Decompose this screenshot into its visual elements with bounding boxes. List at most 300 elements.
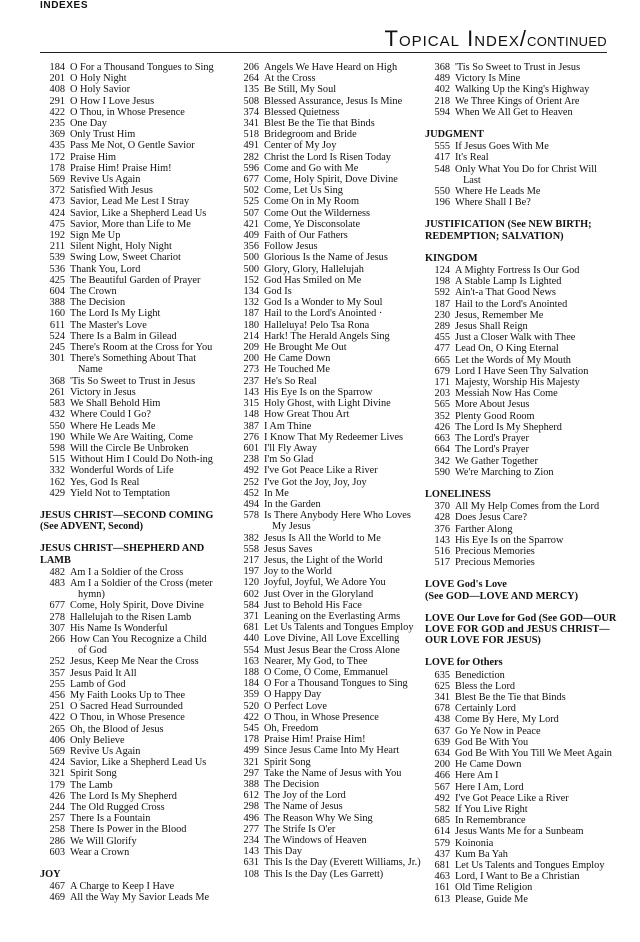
topic-heading-text: LOVE for Others	[425, 657, 503, 669]
hymn-title: Joyful, Joyful, We Adore You	[264, 577, 386, 589]
topic-heading	[425, 613, 617, 647]
hymn-title: I'm So Glad	[264, 454, 314, 466]
hymn-number: 408	[49, 84, 65, 96]
index-entry	[40, 477, 215, 488]
index-entry	[40, 342, 215, 353]
hymn-number: 613	[434, 893, 450, 905]
index-column-1	[40, 62, 215, 904]
topic-heading	[425, 657, 617, 668]
hymn-number: 124	[434, 265, 450, 277]
hymn-number: 388	[49, 297, 65, 309]
index-entry	[40, 432, 215, 443]
hymn-title: He's So Real	[264, 375, 317, 387]
hymn-title: Hail to the Lord's Anointed	[455, 298, 568, 310]
hymn-title: The Crown	[70, 286, 117, 298]
index-entry	[425, 164, 617, 186]
hymn-number: 554	[243, 644, 259, 656]
hymn-number: 178	[243, 734, 259, 746]
hymn-number: 579	[434, 837, 450, 849]
hymn-title: Jesus Is All the World to Me	[264, 532, 381, 544]
index-entry	[234, 421, 422, 432]
index-entry	[425, 186, 617, 197]
hymn-title: O For a Thousand Tongues to Sing	[264, 678, 408, 690]
hymn-title: The Lord Is My Shepherd	[70, 790, 177, 802]
hymn-title: We Shall Behold Him	[70, 398, 161, 410]
hymn-number: 681	[434, 860, 450, 871]
hymn-number: 108	[243, 868, 259, 880]
hymn-title: Koinonia	[455, 837, 494, 849]
index-entry	[40, 824, 215, 835]
hymn-number: 677	[243, 174, 259, 186]
hymn-title: Praise Him	[70, 151, 117, 163]
hymn-number: 437	[434, 848, 450, 860]
index-entry	[234, 62, 422, 73]
hymn-number: 160	[49, 308, 65, 320]
hymn-number: 214	[243, 330, 259, 342]
hymn-number: 368	[49, 375, 65, 387]
hymn-title: O How I Love Jesus	[70, 95, 155, 107]
hymn-number: 368	[434, 62, 450, 73]
hymn-title: How Can You Recognize a Child of God	[70, 633, 207, 657]
hymn-title: This Is the Day (Les Garrett)	[264, 868, 384, 880]
index-entry	[234, 857, 422, 868]
hymn-title: There Is a Balm in Gilead	[70, 330, 177, 342]
hymn-title: God Be With You	[455, 736, 529, 748]
hymn-title: Just Over in the Gloryland	[264, 588, 374, 600]
hymn-title: In Remembrance	[455, 815, 526, 827]
hymn-number: 291	[49, 95, 65, 107]
hymn-number: 132	[243, 297, 259, 309]
index-entry	[40, 286, 215, 297]
hymn-number: 282	[243, 151, 259, 163]
hymn-title: Only Believe	[70, 734, 125, 746]
index-entry	[425, 737, 617, 748]
hymn-number: 467	[49, 881, 65, 893]
hymn-number: 438	[434, 714, 450, 726]
hymn-title: Without Him I Could Do Noth-ing	[70, 454, 213, 466]
page-title: Topical Index/CONTINUED	[384, 26, 607, 51]
hymn-number: 297	[243, 767, 259, 779]
hymn-number: 592	[434, 287, 450, 299]
hymn-title: Come, Ye Disconsolate	[264, 218, 361, 230]
topic-heading-text: JUSTIFICATION (See NEW BIRTH; REDEMPTION; SALVATION)	[425, 219, 592, 242]
hymn-number: 550	[49, 420, 65, 432]
hymn-title: O Holy Savior	[70, 84, 131, 96]
hymn-title: A Stable Lamp Is Lighted	[455, 276, 562, 288]
hymn-number: 539	[49, 252, 65, 264]
hymn-number: 678	[434, 703, 450, 715]
hymn-number: 406	[49, 734, 65, 746]
hymn-number: 180	[243, 319, 259, 331]
index-entry	[40, 701, 215, 712]
hymn-title: Let the Words of My Mouth	[455, 354, 571, 366]
index-entry	[234, 745, 422, 756]
hymn-number: 135	[243, 84, 259, 96]
hymn-number: 143	[434, 534, 450, 546]
index-entry	[40, 376, 215, 387]
hymn-title: His Eye Is on the Sparrow	[264, 386, 373, 398]
index-entry	[234, 712, 422, 723]
hymn-title: The Beautiful Garden of Prayer	[70, 274, 201, 286]
hymn-title: How Great Thou Art	[264, 409, 350, 421]
hymn-title: Just to Behold His Face	[264, 599, 362, 611]
hymn-title: Take the Name of Jesus with You	[264, 767, 402, 779]
hymn-number: 252	[49, 656, 65, 668]
hymn-number: 356	[243, 241, 259, 253]
index-entry	[234, 163, 422, 174]
hymn-title: All the Way My Savior Leads Me	[70, 892, 210, 904]
index-entry	[425, 759, 617, 770]
hymn-title: Holy Ghost, with Light Divine	[264, 398, 391, 410]
index-entry	[425, 782, 617, 793]
index-entry	[234, 185, 422, 196]
index-entry	[40, 679, 215, 690]
index-entry	[40, 791, 215, 802]
index-entry	[40, 757, 215, 768]
index-entry	[40, 118, 215, 129]
hymn-title: When We All Get to Heaven	[455, 106, 573, 118]
index-entry	[234, 533, 422, 544]
hymn-title: The Lord Is My Light	[70, 308, 161, 320]
hymn-number: 172	[49, 151, 65, 163]
index-entry	[40, 488, 215, 499]
topic-heading	[425, 219, 617, 241]
index-entry	[425, 793, 617, 804]
index-entry	[40, 780, 215, 791]
index-entry	[425, 332, 617, 343]
index-entry	[234, 499, 422, 510]
hymn-title: Follow Jesus	[264, 241, 318, 253]
index-entry	[40, 308, 215, 319]
index-entry	[234, 701, 422, 712]
index-entry	[425, 894, 617, 905]
hymn-number: 578	[243, 510, 259, 522]
hymn-title: All My Help Comes from the Lord	[455, 501, 600, 513]
index-entry	[40, 768, 215, 779]
hymn-title: Lead On, O King Eternal	[455, 343, 559, 355]
index-entry	[40, 881, 215, 892]
index-entry	[425, 411, 617, 422]
index-entry	[40, 107, 215, 118]
index-entry	[234, 465, 422, 476]
hymn-number: 491	[243, 140, 259, 152]
hymn-number: 502	[243, 185, 259, 197]
index-entry	[40, 219, 215, 230]
index-entry	[234, 376, 422, 387]
index-entry	[425, 377, 617, 388]
hymn-title: A Mighty Fortress Is Our God	[455, 265, 580, 277]
hymn-number: 382	[243, 532, 259, 544]
hymn-number: 602	[243, 588, 259, 600]
index-entry	[234, 275, 422, 286]
hymn-title: Let Us Talents and Tongues Employ	[455, 860, 605, 871]
hymn-title: Hail to the Lord's Anointed ·	[264, 308, 383, 320]
index-entry	[40, 634, 215, 656]
index-entry	[40, 398, 215, 409]
hymn-number: 278	[49, 611, 65, 623]
index-entry	[234, 320, 422, 331]
hymn-number: 376	[434, 523, 450, 535]
hymn-title: He Came Down	[455, 759, 522, 771]
hymn-title: He Touched Me	[264, 364, 330, 376]
index-entry	[234, 297, 422, 308]
hymn-number: 179	[49, 779, 65, 791]
hymn-title: Revive Us Again	[70, 745, 141, 757]
index-entry	[425, 366, 617, 377]
hymn-title: If You Live Right	[455, 803, 528, 815]
hymn-number: 217	[243, 554, 259, 566]
hymn-title: He Came Down	[264, 353, 331, 365]
index-entry	[234, 723, 422, 734]
hymn-number: 421	[243, 218, 259, 230]
topic-heading-text: LONELINESS	[425, 488, 491, 500]
index-entry	[234, 140, 422, 151]
hymn-number: 567	[434, 781, 450, 793]
hymn-number: 230	[434, 309, 450, 321]
index-entry	[40, 196, 215, 207]
hymn-title: He Brought Me Out	[264, 342, 347, 354]
index-entry	[234, 118, 422, 129]
topic-heading	[425, 253, 617, 264]
hymn-title: Joy to the World	[264, 566, 332, 578]
index-entry	[40, 836, 215, 847]
hymn-number: 677	[49, 600, 65, 612]
hymn-number: 548	[434, 163, 450, 175]
hymn-number: 409	[243, 230, 259, 242]
hymn-title: We Three Kings of Orient Are	[455, 95, 580, 107]
hymn-number: 206	[243, 62, 259, 73]
index-entry	[234, 241, 422, 252]
hymn-title: O Sacred Head Surrounded	[70, 701, 183, 713]
hymn-number: 184	[49, 62, 65, 73]
hymn-title: Wonderful Words of Life	[70, 465, 174, 477]
index-entry	[234, 633, 422, 644]
hymn-number: 635	[434, 669, 450, 681]
index-entry	[234, 768, 422, 779]
index-entry	[234, 622, 422, 633]
hymn-title: Kum Ba Yah	[455, 848, 508, 860]
hymn-number: 258	[49, 824, 65, 836]
index-entry	[425, 152, 617, 163]
index-entry	[234, 286, 422, 297]
hymn-title: Come Out the Wilderness	[264, 207, 371, 219]
hymn-title: Certainly Lord	[455, 703, 516, 715]
hymn-number: 639	[434, 736, 450, 748]
hymn-number: 685	[434, 815, 450, 827]
hymn-number: 148	[243, 409, 259, 421]
topic-heading-text: JESUS CHRIST—SECOND COMING	[40, 509, 214, 521]
index-entry	[234, 252, 422, 263]
hymn-title: Yes, God Is Real	[70, 476, 140, 488]
hymn-title: Satisfied With Jesus	[70, 185, 153, 197]
hymn-number: 500	[243, 263, 259, 275]
index-entry	[234, 510, 422, 532]
hymn-title: Pass Me Not, O Gentle Savior	[70, 140, 195, 152]
topic-heading	[425, 489, 617, 500]
hymn-title: Please, Guide Me	[455, 893, 528, 905]
hymn-number: 402	[434, 84, 450, 96]
hymn-number: 482	[49, 566, 65, 578]
hymn-title: Must Jesus Bear the Cross Alone	[264, 644, 400, 656]
index-entry	[234, 308, 422, 319]
hymn-title: Savior, Lead Me Lest I Stray	[70, 196, 190, 208]
index-entry	[234, 757, 422, 768]
hymn-number: 525	[243, 196, 259, 208]
hymn-number: 198	[434, 276, 450, 288]
topic-heading	[40, 510, 215, 532]
index-entry	[425, 73, 617, 84]
index-entry	[40, 735, 215, 746]
hymn-title: Yield Not to Temptation	[70, 487, 171, 499]
hymn-title: Leaning on the Everlasting Arms	[264, 610, 401, 622]
index-entry	[425, 96, 617, 107]
hymn-title: Here Am I	[455, 770, 499, 782]
hymn-title: Lord, I Want to Be a Christian	[455, 871, 580, 883]
index-entry	[234, 84, 422, 95]
hymn-title: Praise Him! Praise Him!	[70, 162, 172, 174]
hymn-title: Bless the Lord	[455, 680, 516, 692]
index-entry	[234, 689, 422, 700]
topic-heading-see-also: (See GOD—LOVE AND MERCY)	[425, 590, 579, 602]
hymn-number: 371	[243, 610, 259, 622]
hymn-number: 321	[243, 756, 259, 768]
hymn-title: Victory Is Mine	[455, 73, 521, 85]
index-entry	[234, 353, 422, 364]
index-entry	[234, 656, 422, 667]
index-entry	[234, 846, 422, 857]
index-entry	[40, 421, 215, 432]
hymn-number: 603	[49, 846, 65, 858]
index-entry	[40, 668, 215, 679]
index-entry	[40, 612, 215, 623]
running-head: INDEXES	[40, 0, 89, 11]
index-entry	[40, 892, 215, 903]
hymn-number: 332	[49, 465, 65, 477]
hymn-number: 188	[243, 666, 259, 678]
hymn-number: 190	[49, 431, 65, 443]
hymn-title: Hallelujah to the Risen Lamb	[70, 611, 192, 623]
hymn-number: 601	[243, 442, 259, 454]
index-entry	[40, 96, 215, 107]
index-entry	[234, 443, 422, 454]
hymn-number: 218	[434, 95, 450, 107]
index-entry	[425, 310, 617, 321]
index-entry	[234, 645, 422, 656]
hymn-number: 244	[49, 802, 65, 813]
hymn-number: 475	[49, 218, 65, 230]
hymn-title: Am I a Soldier of the Cross	[70, 566, 184, 578]
hymn-title: Precious Memories	[455, 545, 535, 557]
hymn-number: 357	[49, 667, 65, 679]
hymn-title: The Name of Jesus	[264, 801, 343, 813]
index-entry	[40, 443, 215, 454]
index-entry	[40, 409, 215, 420]
index-entry	[40, 802, 215, 813]
hymn-title: O For a Thousand Tongues to Sing	[70, 62, 214, 73]
hymn-title: Where He Leads Me	[455, 186, 541, 198]
hymn-title: Walking Up the King's Highway	[455, 84, 590, 96]
hymn-number: 152	[243, 274, 259, 286]
hymn-title: Messiah Now Has Come	[455, 388, 558, 400]
index-entry	[425, 714, 617, 725]
hymn-number: 569	[49, 174, 65, 186]
hymn-number: 374	[243, 106, 259, 118]
hymn-title: Victory in Jesus	[70, 386, 136, 398]
hymn-number: 257	[49, 813, 65, 825]
hymn-number: 162	[49, 476, 65, 488]
index-entry	[234, 73, 422, 84]
index-entry	[40, 746, 215, 757]
hymn-title: Thank You, Lord	[70, 263, 141, 275]
index-entry	[425, 826, 617, 837]
hymn-title: God Has Smiled on Me	[264, 274, 362, 286]
hymn-number: 550	[434, 186, 450, 198]
hymn-number: 492	[434, 792, 450, 804]
index-entry	[234, 230, 422, 241]
hymn-number: 387	[243, 420, 259, 432]
index-entry	[234, 801, 422, 812]
hymn-number: 424	[49, 207, 65, 219]
index-entry	[40, 623, 215, 634]
hymn-title: Spirit Song	[70, 768, 117, 780]
index-entry	[425, 276, 617, 287]
index-entry	[234, 667, 422, 678]
hymn-title: I've Got Peace Like a River	[264, 465, 378, 477]
index-entry	[425, 444, 617, 455]
hymn-title: Where Shall I Be?	[455, 197, 531, 209]
index-entry	[40, 129, 215, 140]
index-entry	[234, 824, 422, 835]
index-entry	[234, 779, 422, 790]
hymn-title: O Happy Day	[264, 689, 322, 701]
hymn-title: While We Are Waiting, Come	[70, 431, 193, 443]
hymn-title: The Lord's Prayer	[455, 444, 529, 456]
index-entry	[425, 546, 617, 557]
hymn-title: Be Still, My Soul	[264, 84, 337, 96]
hymn-number: 134	[243, 286, 259, 298]
index-entry	[234, 196, 422, 207]
hymn-title: The Decision	[70, 297, 126, 309]
hymn-title: The Old Rugged Cross	[70, 802, 165, 813]
hymn-number: 426	[49, 790, 65, 802]
hymn-number: 266	[49, 633, 65, 645]
hymn-title: Jesus, the Light of the World	[264, 554, 383, 566]
index-entry	[425, 748, 617, 759]
hymn-number: 555	[434, 141, 450, 153]
hymn-number: 201	[49, 73, 65, 85]
index-entry	[425, 141, 617, 152]
hymn-number: 196	[434, 197, 450, 209]
index-entry	[40, 724, 215, 735]
index-entry	[40, 353, 215, 375]
hymn-number: 637	[434, 725, 450, 737]
hymn-number: 594	[434, 106, 450, 118]
hymn-number: 612	[243, 790, 259, 802]
hymn-title: O Holy Night	[70, 73, 127, 85]
hymn-number: 289	[434, 321, 450, 333]
hymn-number: 321	[49, 768, 65, 780]
index-entry	[234, 488, 422, 499]
index-entry	[425, 433, 617, 444]
hymn-number: 604	[49, 286, 65, 298]
hymn-title: Jesus Shall Reign	[455, 321, 528, 333]
index-entry	[40, 847, 215, 858]
topic-heading-text: KINGDOM	[425, 252, 478, 264]
hymn-number: 435	[49, 140, 65, 152]
hymn-number: 496	[243, 812, 259, 824]
hymn-title: Jesus Wants Me for a Sunbeam	[455, 826, 584, 838]
index-entry	[40, 656, 215, 667]
